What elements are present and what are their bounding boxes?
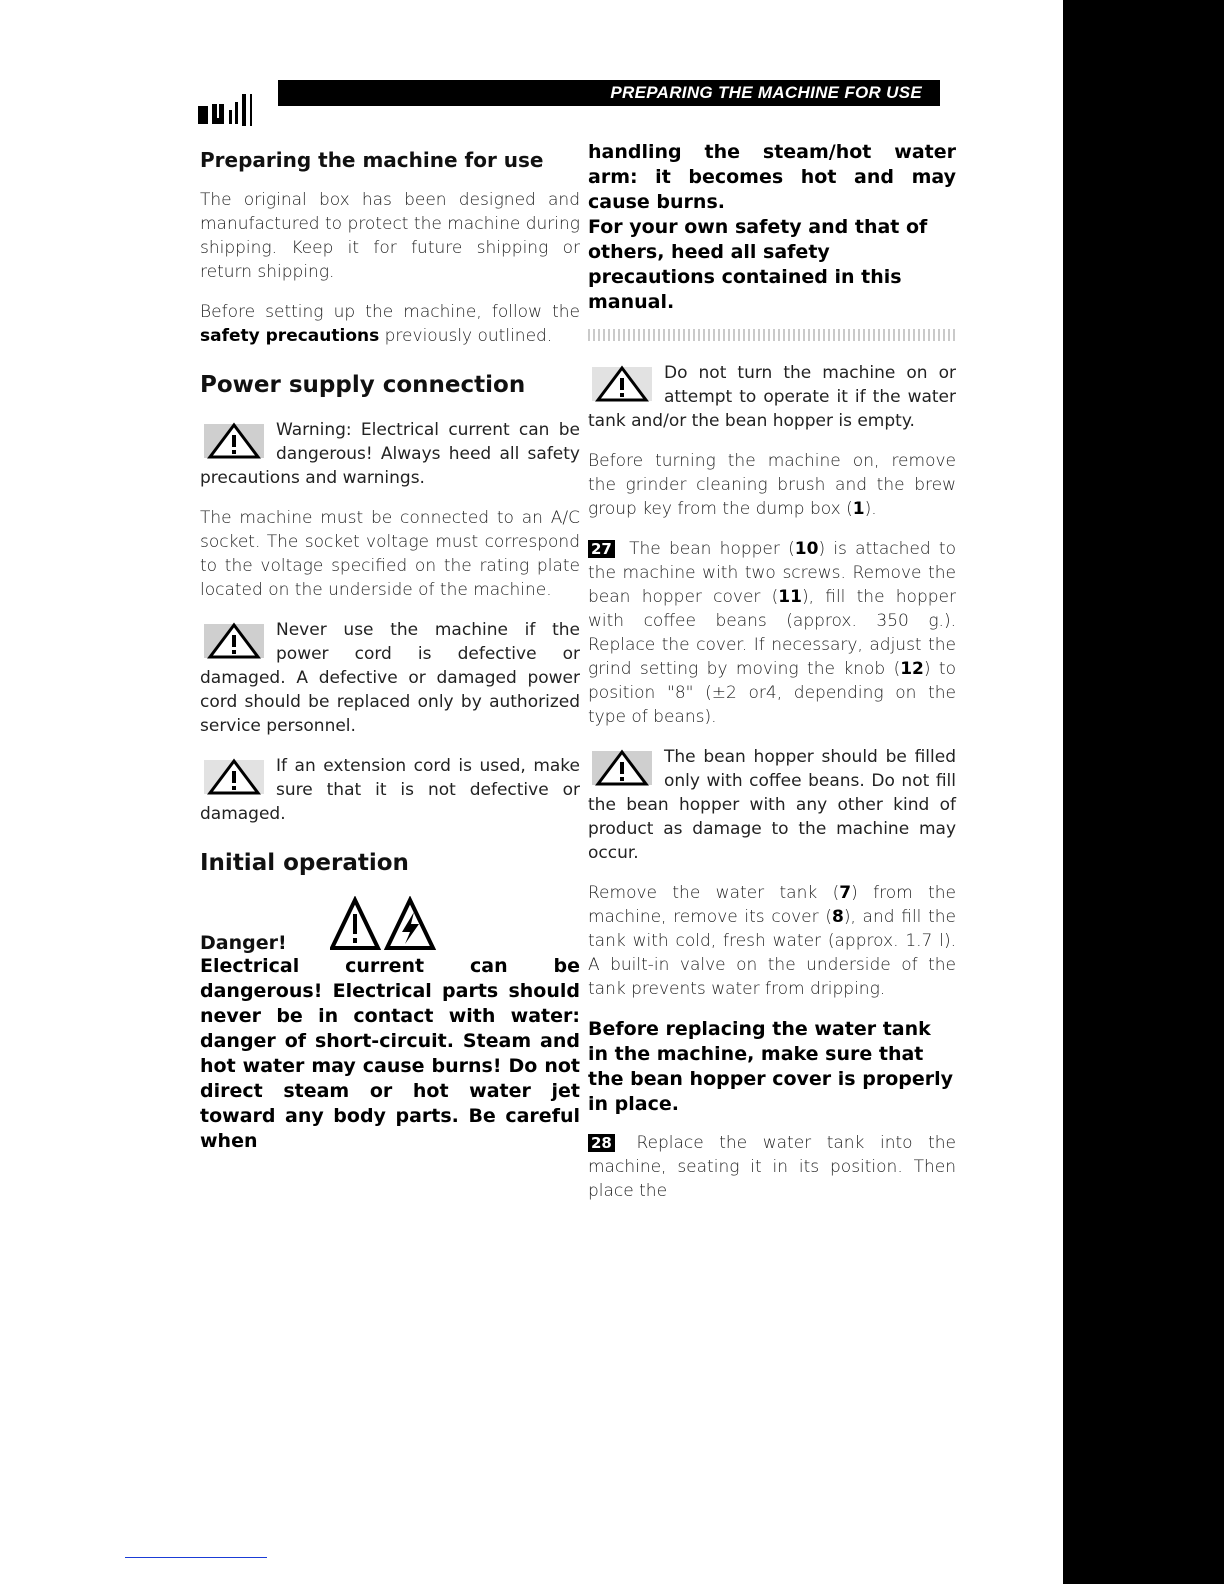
- section-header-title: PREPARING THE MACHINE FOR USE: [610, 83, 922, 102]
- power-supply-heading: Power supply connection: [200, 372, 526, 398]
- figure-28-badge: 28: [588, 1134, 615, 1152]
- section-header-bar: [278, 80, 940, 106]
- danger-text: Electrical current can be dangerous! Electrical parts should never be in contact with water: danger of short-circuit. Steam and hot water may cause burns! Do not direct steam or hot water jet toward any body parts. Be careful when: [200, 955, 580, 1152]
- warning-triangle-icon: [592, 749, 652, 787]
- warning-triangle-icon: [204, 758, 264, 796]
- warning-electrical-current: Warning: Electrical current can be dangerous! Always heed all safety precautions and warnings.: [200, 420, 580, 488]
- right-column: [588, 140, 956, 1219]
- left-column: [200, 148, 580, 1154]
- warning-extension-cord: If an extension cord is used, make sure that it is not defective or damaged.: [200, 756, 580, 824]
- warning-coffee-beans-only: The bean hopper should be filled only with coffee beans. Do not fill the bean hopper with any other kind of product as damage to the machine may occur.: [588, 747, 956, 863]
- setup-paragraph: Before setting up the machine, follow the safety precautions previously outlined.: [200, 302, 580, 346]
- figure-27-badge: 27: [588, 540, 615, 558]
- scan-edge-border: [1063, 0, 1224, 1584]
- steam-arm-continuation: handling the steam/hot water arm: it becomes hot and may cause burns.: [588, 141, 956, 213]
- water-tank-paragraph: Remove the water tank (7) from the machine, remove its cover (8), and fill the tank with cold, fresh water (approx. 1.7 l). A built-in valve on the underside of the tank prevents water from dripping.: [588, 883, 956, 999]
- replace-tank-paragraph: 28 Replace the water tank into the machine, seating it in its position. Then place the: [588, 1133, 956, 1201]
- warning-triangle-icon: [204, 422, 264, 460]
- warning-triangle-icon: [592, 365, 652, 403]
- original-box-paragraph: The original box has been designed and manufactured to protect the machine during shipping. Keep it for future shipping or return shipping.: [200, 190, 580, 282]
- warning-triangle-icon: [204, 622, 264, 660]
- remove-brush-paragraph: Before turning the machine on, remove the grinder cleaning brush and the brew group key from the dump box (1).: [588, 451, 956, 519]
- bean-hopper-paragraph: 27 The bean hopper (10) is attached to the machine with two screws. Remove the bean hopper cover (11), fill the hopper with coffee beans (approx. 350 g.). Replace the cover. If necessary, adjust the grind setting by moving the knob (12) to position "8" (±2 or4, depending on the type of beans).: [588, 539, 956, 727]
- preparing-heading: Preparing the machine for use: [200, 148, 544, 172]
- danger-triangles-icon: [330, 896, 450, 954]
- decorative-divider: [588, 329, 956, 341]
- safety-reminder: For your own safety and that of others, heed all safety precautions contained in this manual.: [588, 216, 928, 313]
- footer-rule: [125, 1557, 267, 1558]
- initial-operation-heading: Initial operation: [200, 850, 409, 876]
- water-tank-caution: Before replacing the water tank in the machine, make sure that the bean hopper cover is properly in place.: [588, 1018, 953, 1115]
- brand-logo-icon: [198, 92, 278, 128]
- warning-power-cord: Never use the machine if the power cord is defective or damaged. A defective or damaged power cord should be replaced only by authorized service personnel.: [200, 620, 580, 736]
- ac-socket-paragraph: The machine must be connected to an A/C socket. The socket voltage must correspond to the voltage specified on the rating plate located on the underside of the machine.: [200, 508, 580, 600]
- warning-empty-tank: Do not turn the machine on or attempt to operate it if the water tank and/or the bean hopper is empty.: [588, 363, 956, 431]
- danger-label: Danger!: [200, 932, 287, 954]
- danger-header: [200, 896, 580, 954]
